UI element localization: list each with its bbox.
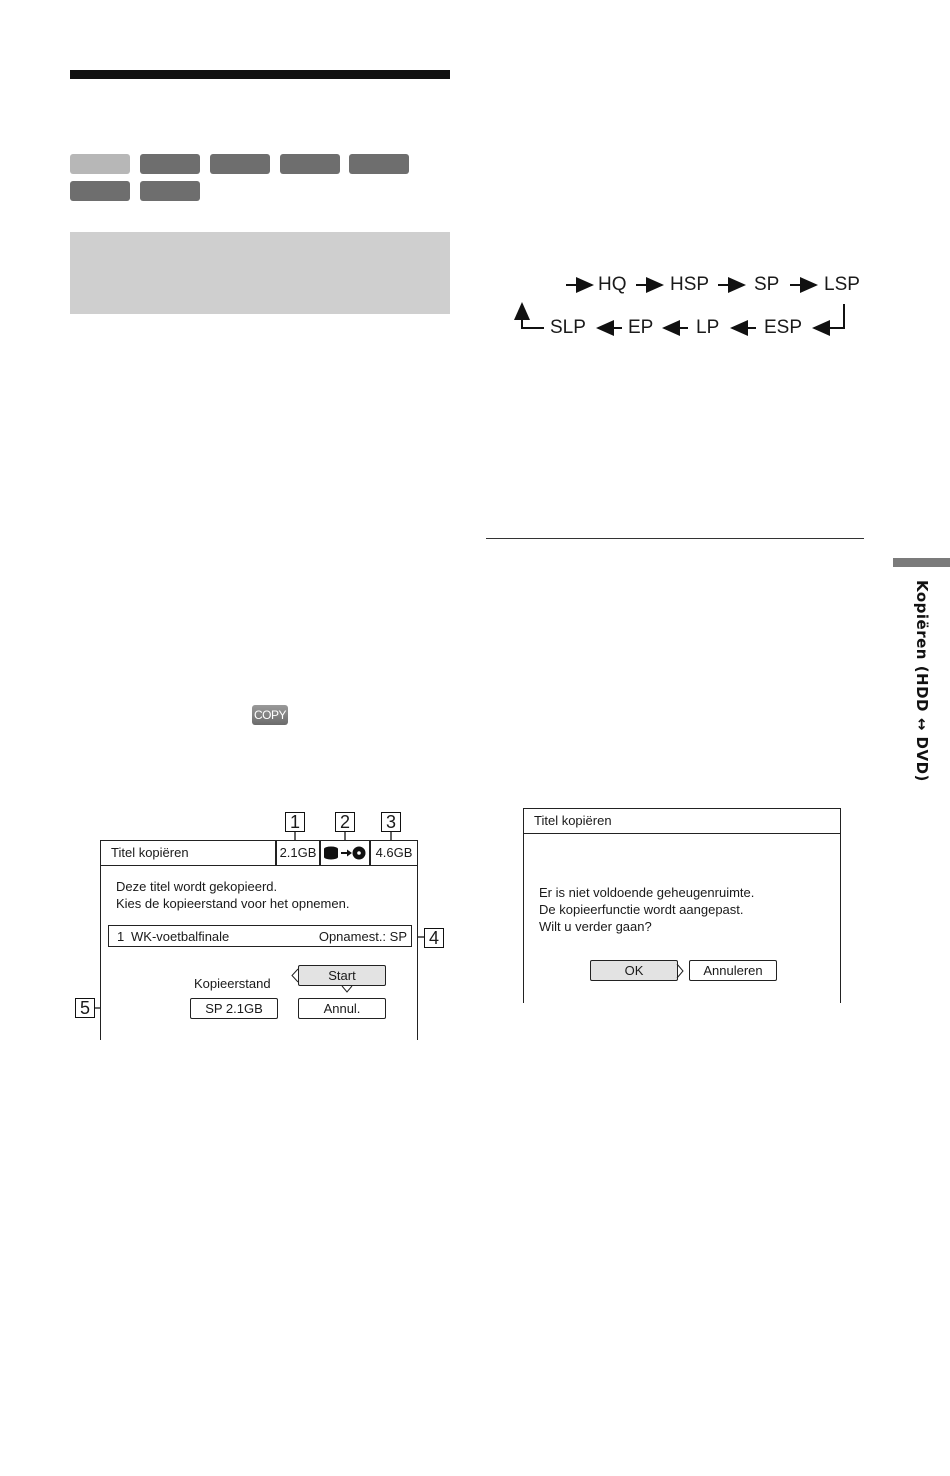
source-size: 2.1GB — [279, 845, 317, 860]
title-number: 1 — [117, 929, 125, 944]
warning-line3: Wilt u verder gaan? — [539, 919, 652, 934]
warning-line2: De kopieerfunctie wordt aangepast. — [539, 902, 744, 917]
copy-mode-label: Kopieerstand — [194, 976, 271, 991]
copy-mode-selector[interactable]: SP 2.1GB — [190, 998, 278, 1019]
cancel-button[interactable]: Annuleren — [689, 960, 777, 981]
mode-ep: EP — [628, 317, 654, 338]
dialog-header — [524, 809, 840, 834]
ok-button[interactable]: OK — [590, 960, 678, 981]
insufficient-space-dialog — [523, 808, 841, 1003]
destination-free-space: 4.6GB — [375, 845, 413, 860]
hdd-to-dvd-icon — [321, 841, 369, 865]
copy-direction-icon — [321, 841, 369, 865]
side-tab-label: Kopiëren (HDD ↔ DVD) — [913, 580, 931, 782]
copy-title-dialog — [100, 840, 418, 1040]
copy-badge: COPY — [252, 705, 288, 725]
callout-4: 4 — [424, 928, 444, 948]
cancel-button[interactable]: Annul. — [298, 998, 386, 1019]
mode-hq: HQ — [598, 274, 627, 295]
dialog-title: Titel kopiëren — [111, 845, 189, 860]
dialog-message-line2: Kies de kopieerstand voor het opnemen. — [116, 896, 350, 911]
dialog-title: Titel kopiëren — [534, 813, 612, 828]
warning-line1: Er is niet voldoende geheugenruimte. — [539, 885, 755, 900]
start-button[interactable]: Start — [298, 965, 386, 986]
mode-lsp: LSP — [824, 274, 860, 295]
callout-1: 1 — [285, 812, 305, 832]
selection-pointer-icon — [287, 965, 397, 997]
dialog-message-line1: Deze titel wordt gekopieerd. — [116, 879, 278, 894]
selection-pointer-icon — [676, 960, 688, 982]
title-name: WK-voetbalfinale — [131, 929, 230, 944]
title-row[interactable] — [108, 925, 412, 947]
dialog-header — [101, 841, 417, 866]
mode-slp: SLP — [550, 317, 586, 338]
title-recording-mode: Opnamest.: SP — [318, 929, 407, 944]
mode-hsp: HSP — [670, 274, 710, 295]
callout-5: 5 — [75, 998, 95, 1018]
callout-2: 2 — [335, 812, 355, 832]
mode-sp: SP — [754, 274, 780, 295]
mode-lp: LP — [696, 317, 720, 338]
mode-esp: ESP — [764, 317, 803, 338]
callout-3: 3 — [381, 812, 401, 832]
